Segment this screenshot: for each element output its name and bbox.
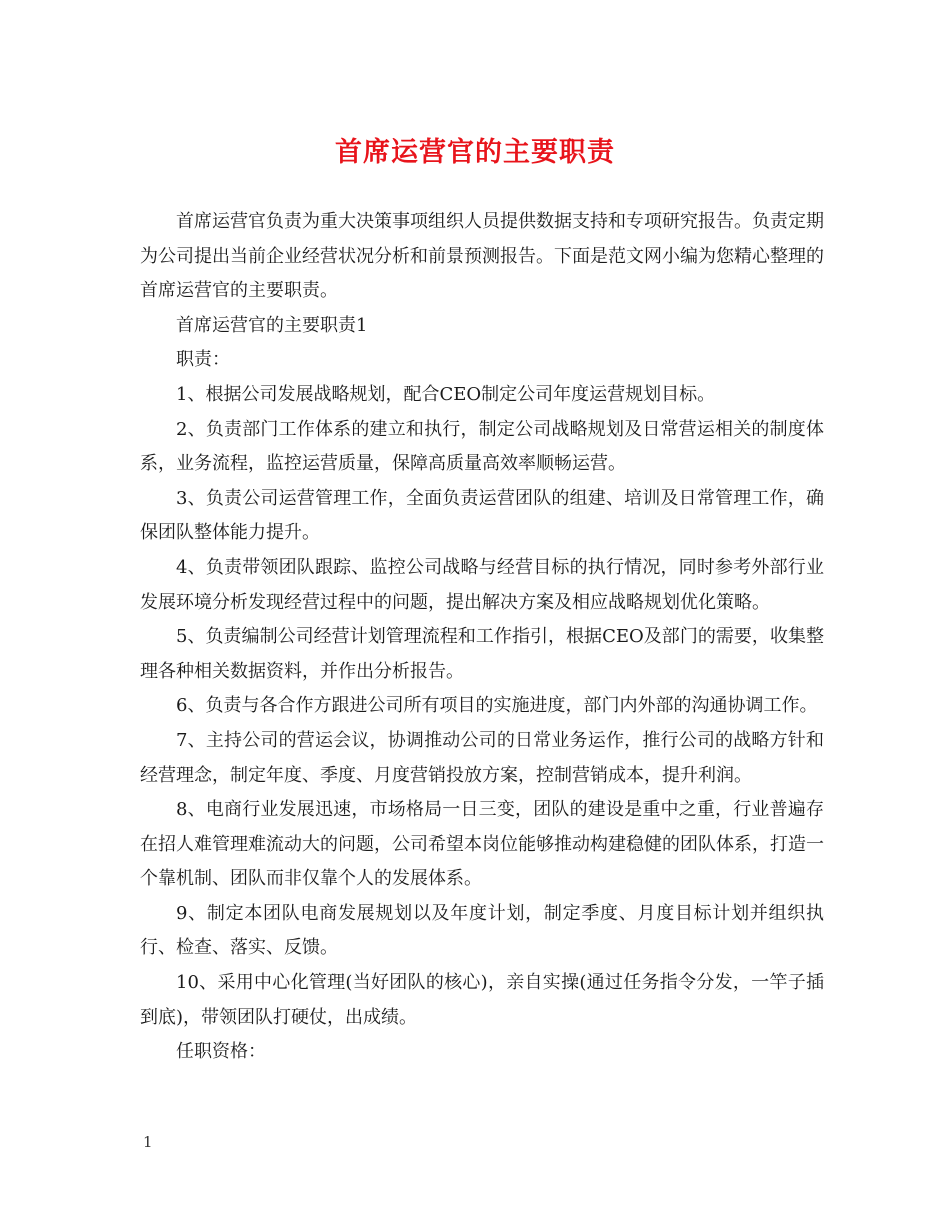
duty-item-5: 5、负责编制公司经营计划管理流程和工作指引，根据CEO及部门的需要，收集整理各种相关数据资料，并作出分析报告。 xyxy=(140,626,824,682)
duty-item-8: 8、电商行业发展迅速，市场格局一日三变，团队的建设是重中之重，行业普遍存在招人难管理难流动大的问题，公司希望本岗位能够推动构建稳健的团队体系，打造一个靠机制、团队而非仅靠个人的发展体系。 xyxy=(140,799,824,890)
document-title: 首席运营官的主要职责 xyxy=(335,137,615,168)
duties-label: 职责： xyxy=(176,349,230,371)
section-heading: 首席运营官的主要职责1 xyxy=(176,314,368,336)
duty-item-6: 6、负责与各合作方跟进公司所有项目的实施进度，部门内外部的沟通协调工作。 xyxy=(176,695,818,717)
duty-item-1: 1、根据公司发展战略规划，配合CEO制定公司年度运营规划目标。 xyxy=(176,383,716,405)
document-body xyxy=(140,205,824,1070)
duty-item-2: 2、负责部门工作体系的建立和执行，制定公司战略规划及日常营运相关的制度体系，业务流程，监控运营质量，保障高质量高效率顺畅运营。 xyxy=(140,418,824,475)
duty-item-10: 10、采用中心化管理(当好团队的核心)，亲自实操(通过任务指令分发，一竿子插到底)，带领团队打硬仗，出成绩。 xyxy=(140,972,824,1028)
page-number: 1 xyxy=(143,1133,153,1151)
duty-item-9: 9、制定本团队电商发展规划以及年度计划，制定季度、月度目标计划并组织执行、检查、落实、反馈。 xyxy=(140,902,824,959)
intro-paragraph: 首席运营官负责为重大决策事项组织人员提供数据支持和专项研究报告。负责定期为公司提出当前企业经营状况分析和前景预测报告。下面是范文网小编为您精心整理的首席运营官的主要职责。 xyxy=(140,211,824,302)
duty-item-7: 7、主持公司的营运会议，协调推动公司的日常业务运作，推行公司的战略方针和经营理念，制定年度、季度、月度营销投放方案，控制营销成本，提升利润。 xyxy=(140,729,824,786)
duty-item-4: 4、负责带领团队跟踪、监控公司战略与经营目标的执行情况，同时参考外部行业发展环境分析发现经营过程中的问题，提出解决方案及相应战略规划优化策略。 xyxy=(140,556,824,613)
qualifications-label: 任职资格： xyxy=(176,1041,266,1063)
duty-item-3: 3、负责公司运营管理工作，全面负责运营团队的组建、培训及日常管理工作，确保团队整体能力提升。 xyxy=(140,487,824,544)
